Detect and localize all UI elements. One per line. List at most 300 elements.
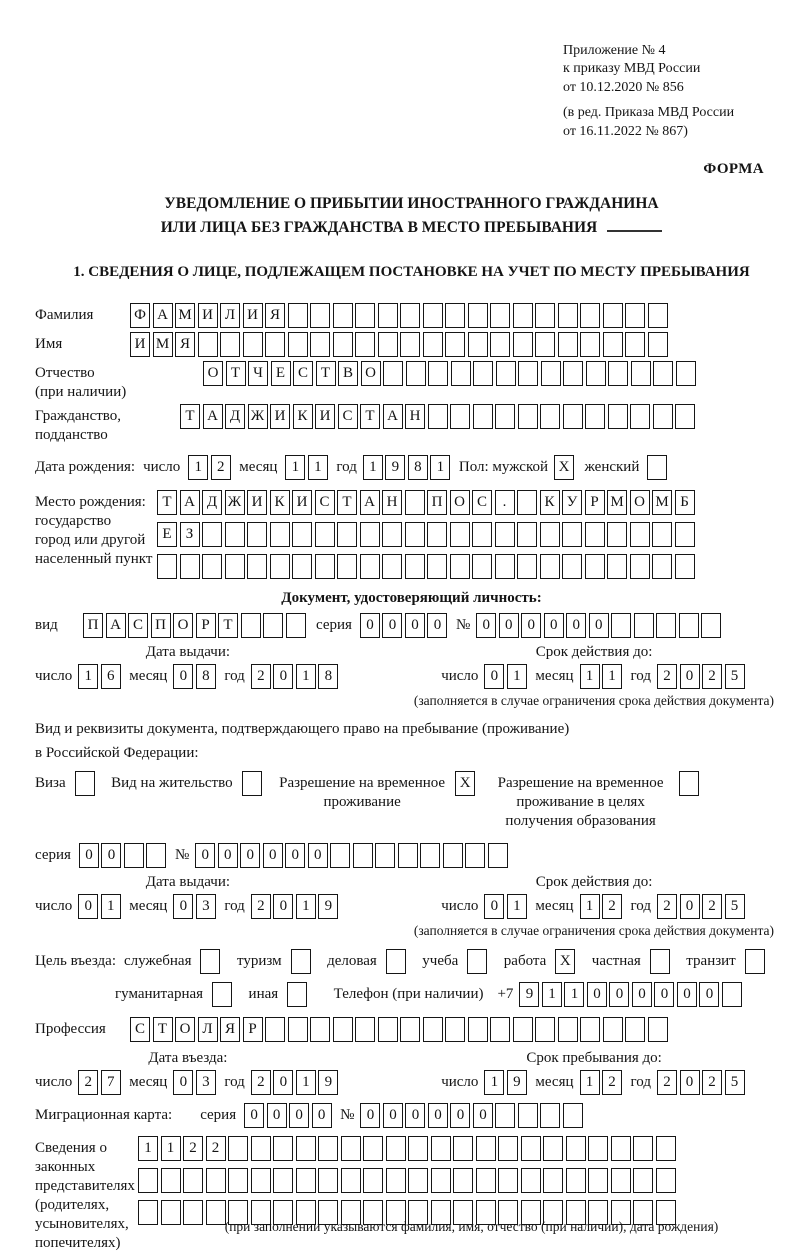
migration-seriya-cell[interactable]: 0 — [312, 1103, 332, 1128]
representatives-cell[interactable] — [521, 1168, 541, 1193]
iddoc-seriya-cell[interactable]: 0 — [360, 613, 380, 638]
representatives-cell[interactable] — [543, 1168, 563, 1193]
firstname-cell[interactable] — [400, 332, 420, 357]
birthplace-cell[interactable] — [427, 554, 447, 579]
surname-cell[interactable]: Я — [265, 303, 285, 328]
representatives-cell[interactable] — [633, 1136, 653, 1161]
gender-female-checkbox[interactable] — [647, 455, 667, 480]
iddoc-number-cell[interactable] — [701, 613, 721, 638]
stay-until-year-cell[interactable]: 2 — [657, 1070, 677, 1095]
representatives-cell[interactable] — [296, 1168, 316, 1193]
profession-cell[interactable]: Т — [153, 1017, 173, 1042]
stay-until-year-cell[interactable]: 5 — [725, 1070, 745, 1095]
iddoc-number-cell[interactable] — [634, 613, 654, 638]
firstname-cell[interactable] — [490, 332, 510, 357]
stay-doc-number-cell[interactable]: 0 — [308, 843, 328, 868]
representatives-cell[interactable] — [498, 1136, 518, 1161]
representatives-cell[interactable] — [656, 1136, 676, 1161]
surname-cell[interactable]: А — [153, 303, 173, 328]
stay-doc-number-cell[interactable] — [488, 843, 508, 868]
surname-cell[interactable] — [333, 303, 353, 328]
representatives-cell[interactable] — [183, 1168, 203, 1193]
citizenship-cell[interactable] — [540, 404, 560, 429]
temp-residence-checkbox[interactable]: X — [455, 771, 475, 796]
surname-cell[interactable]: Ф — [130, 303, 150, 328]
entry-day-cell[interactable]: 7 — [101, 1070, 121, 1095]
stay-doc-until-day-cell[interactable]: 0 — [484, 894, 504, 919]
patronymic-cell[interactable] — [473, 361, 493, 386]
profession-cell[interactable]: С — [130, 1017, 150, 1042]
birthplace-cell[interactable] — [427, 522, 447, 547]
patronymic-cell[interactable]: О — [203, 361, 223, 386]
birthplace-cell[interactable] — [202, 554, 222, 579]
surname-cell[interactable]: И — [243, 303, 263, 328]
firstname-cell[interactable] — [378, 332, 398, 357]
iddoc-until-year-cell[interactable]: 2 — [657, 664, 677, 689]
iddoc-number-cell[interactable]: 0 — [521, 613, 541, 638]
patronymic-cell[interactable] — [451, 361, 471, 386]
birthplace-cell[interactable]: Б — [675, 490, 695, 515]
citizenship-cell[interactable]: Т — [180, 404, 200, 429]
birthplace-cell[interactable]: О — [630, 490, 650, 515]
iddoc-number-cell[interactable] — [656, 613, 676, 638]
iddoc-type-cell[interactable] — [286, 613, 306, 638]
representatives-cell[interactable] — [408, 1136, 428, 1161]
stay-doc-number-cell[interactable] — [398, 843, 418, 868]
profession-cell[interactable] — [333, 1017, 353, 1042]
patronymic-cell[interactable] — [608, 361, 628, 386]
migration-seriya-cell[interactable]: 0 — [244, 1103, 264, 1128]
citizenship-cell[interactable]: С — [338, 404, 358, 429]
citizenship-cell[interactable] — [495, 404, 515, 429]
profession-cell[interactable] — [625, 1017, 645, 1042]
representatives-cell[interactable]: 1 — [138, 1136, 158, 1161]
iddoc-issue-year-cell[interactable]: 8 — [318, 664, 338, 689]
birthplace-cell[interactable]: М — [652, 490, 672, 515]
representatives-cell[interactable] — [498, 1168, 518, 1193]
citizenship-cell[interactable]: И — [270, 404, 290, 429]
iddoc-type-cell[interactable]: П — [151, 613, 171, 638]
profession-cell[interactable]: Л — [198, 1017, 218, 1042]
representatives-cell[interactable] — [206, 1200, 226, 1225]
entry-year-cell[interactable]: 2 — [251, 1070, 271, 1095]
purpose-humanitarian-checkbox[interactable] — [212, 982, 232, 1007]
profession-cell[interactable]: О — [175, 1017, 195, 1042]
birthplace-cell[interactable] — [630, 554, 650, 579]
citizenship-cell[interactable] — [585, 404, 605, 429]
birthplace-cell[interactable] — [225, 554, 245, 579]
citizenship-cell[interactable]: И — [315, 404, 335, 429]
stay-until-year-cell[interactable]: 2 — [702, 1070, 722, 1095]
iddoc-issue-day-cell[interactable]: 6 — [101, 664, 121, 689]
temp-residence-education-checkbox[interactable] — [679, 771, 699, 796]
birthplace-cell[interactable]: П — [427, 490, 447, 515]
birthplace-cell[interactable] — [337, 554, 357, 579]
migration-number-cell[interactable] — [495, 1103, 515, 1128]
profession-cell[interactable] — [423, 1017, 443, 1042]
iddoc-issue-month-cell[interactable]: 0 — [173, 664, 193, 689]
stay-doc-until-year-cell[interactable]: 0 — [680, 894, 700, 919]
representatives-cell[interactable]: 2 — [183, 1136, 203, 1161]
surname-cell[interactable] — [513, 303, 533, 328]
representatives-cell[interactable] — [588, 1136, 608, 1161]
patronymic-cell[interactable] — [518, 361, 538, 386]
iddoc-type-cell[interactable]: С — [128, 613, 148, 638]
stay-doc-number-cell[interactable] — [353, 843, 373, 868]
purpose-private-checkbox[interactable] — [650, 949, 670, 974]
citizenship-cell[interactable]: Т — [360, 404, 380, 429]
representatives-cell[interactable] — [251, 1136, 271, 1161]
representatives-cell[interactable] — [341, 1136, 361, 1161]
phone-digit-cell[interactable]: 0 — [654, 982, 674, 1007]
patronymic-cell[interactable]: Е — [271, 361, 291, 386]
firstname-cell[interactable] — [558, 332, 578, 357]
phone-digit-cell[interactable]: 0 — [587, 982, 607, 1007]
birth-day-cell[interactable]: 1 — [188, 455, 208, 480]
birthplace-cell[interactable] — [675, 522, 695, 547]
profession-cell[interactable] — [648, 1017, 668, 1042]
iddoc-number-cell[interactable] — [611, 613, 631, 638]
birthplace-cell[interactable]: С — [315, 490, 335, 515]
stay-until-year-cell[interactable]: 0 — [680, 1070, 700, 1095]
firstname-cell[interactable] — [310, 332, 330, 357]
patronymic-cell[interactable]: С — [293, 361, 313, 386]
birthplace-cell[interactable] — [337, 522, 357, 547]
patronymic-cell[interactable] — [586, 361, 606, 386]
iddoc-number-cell[interactable] — [679, 613, 699, 638]
migration-seriya-cell[interactable]: 0 — [267, 1103, 287, 1128]
purpose-other-checkbox[interactable] — [287, 982, 307, 1007]
representatives-cell[interactable] — [228, 1168, 248, 1193]
birthplace-cell[interactable] — [157, 554, 177, 579]
birthplace-cell[interactable] — [270, 554, 290, 579]
iddoc-type-cell[interactable]: Т — [218, 613, 238, 638]
profession-cell[interactable] — [355, 1017, 375, 1042]
firstname-cell[interactable] — [333, 332, 353, 357]
firstname-cell[interactable] — [513, 332, 533, 357]
surname-cell[interactable] — [445, 303, 465, 328]
iddoc-type-cell[interactable]: А — [106, 613, 126, 638]
stay-doc-number-cell[interactable]: 0 — [240, 843, 260, 868]
birthplace-cell[interactable] — [607, 522, 627, 547]
representatives-cell[interactable]: 2 — [206, 1136, 226, 1161]
stay-doc-number-cell[interactable]: 0 — [263, 843, 283, 868]
representatives-cell[interactable] — [363, 1168, 383, 1193]
migration-number-cell[interactable]: 0 — [360, 1103, 380, 1128]
entry-year-cell[interactable]: 9 — [318, 1070, 338, 1095]
purpose-tourism-checkbox[interactable] — [291, 949, 311, 974]
surname-cell[interactable] — [468, 303, 488, 328]
representatives-cell[interactable] — [408, 1168, 428, 1193]
stay-doc-number-cell[interactable] — [330, 843, 350, 868]
migration-number-cell[interactable]: 0 — [405, 1103, 425, 1128]
firstname-cell[interactable] — [625, 332, 645, 357]
birthplace-cell[interactable] — [562, 554, 582, 579]
birthplace-cell[interactable] — [495, 554, 515, 579]
representatives-cell[interactable] — [476, 1168, 496, 1193]
birthplace-cell[interactable]: Т — [337, 490, 357, 515]
birthplace-cell[interactable] — [450, 522, 470, 547]
representatives-cell[interactable]: 1 — [161, 1136, 181, 1161]
stay-doc-number-cell[interactable] — [420, 843, 440, 868]
representatives-cell[interactable] — [633, 1168, 653, 1193]
birthplace-cell[interactable] — [247, 554, 267, 579]
stay-doc-seriya-cell[interactable]: 0 — [79, 843, 99, 868]
migration-number-cell[interactable]: 0 — [428, 1103, 448, 1128]
stay-doc-number-cell[interactable]: 0 — [285, 843, 305, 868]
birth-day-cell[interactable]: 2 — [211, 455, 231, 480]
stay-doc-until-day-cell[interactable]: 1 — [507, 894, 527, 919]
birthplace-cell[interactable]: А — [180, 490, 200, 515]
representatives-cell[interactable] — [386, 1168, 406, 1193]
entry-year-cell[interactable]: 1 — [296, 1070, 316, 1095]
birthplace-cell[interactable] — [517, 554, 537, 579]
birthplace-cell[interactable]: О — [450, 490, 470, 515]
stay-doc-issue-year-cell[interactable]: 1 — [296, 894, 316, 919]
iddoc-type-cell[interactable] — [263, 613, 283, 638]
representatives-cell[interactable] — [431, 1136, 451, 1161]
profession-cell[interactable]: Я — [220, 1017, 240, 1042]
surname-cell[interactable]: Л — [220, 303, 240, 328]
birth-year-cell[interactable]: 1 — [363, 455, 383, 480]
surname-cell[interactable] — [310, 303, 330, 328]
representatives-cell[interactable] — [588, 1168, 608, 1193]
representatives-cell[interactable] — [386, 1136, 406, 1161]
purpose-business-checkbox[interactable] — [386, 949, 406, 974]
firstname-cell[interactable] — [198, 332, 218, 357]
surname-cell[interactable] — [558, 303, 578, 328]
profession-cell[interactable] — [310, 1017, 330, 1042]
representatives-cell[interactable] — [296, 1136, 316, 1161]
birthplace-cell[interactable] — [630, 522, 650, 547]
firstname-cell[interactable] — [355, 332, 375, 357]
iddoc-until-month-cell[interactable]: 1 — [602, 664, 622, 689]
birthplace-cell[interactable] — [225, 522, 245, 547]
residence-permit-checkbox[interactable] — [242, 771, 262, 796]
birthplace-cell[interactable] — [652, 554, 672, 579]
birthplace-cell[interactable]: Д — [202, 490, 222, 515]
stay-doc-number-cell[interactable] — [375, 843, 395, 868]
phone-digit-cell[interactable]: 0 — [677, 982, 697, 1007]
stay-doc-issue-year-cell[interactable]: 2 — [251, 894, 271, 919]
citizenship-cell[interactable] — [563, 404, 583, 429]
representatives-cell[interactable] — [543, 1136, 563, 1161]
stay-doc-issue-month-cell[interactable]: 0 — [173, 894, 193, 919]
birthplace-cell[interactable] — [562, 522, 582, 547]
firstname-cell[interactable] — [603, 332, 623, 357]
iddoc-until-day-cell[interactable]: 1 — [507, 664, 527, 689]
birthplace-cell[interactable]: Н — [382, 490, 402, 515]
iddoc-type-cell[interactable]: П — [83, 613, 103, 638]
representatives-cell[interactable] — [273, 1168, 293, 1193]
birth-year-cell[interactable]: 1 — [430, 455, 450, 480]
stay-doc-issue-month-cell[interactable]: 3 — [196, 894, 216, 919]
citizenship-cell[interactable] — [473, 404, 493, 429]
representatives-cell[interactable] — [183, 1200, 203, 1225]
birthplace-cell[interactable]: М — [607, 490, 627, 515]
entry-month-cell[interactable]: 0 — [173, 1070, 193, 1095]
iddoc-until-day-cell[interactable]: 0 — [484, 664, 504, 689]
iddoc-number-cell[interactable]: 0 — [476, 613, 496, 638]
citizenship-cell[interactable]: Н — [405, 404, 425, 429]
birthplace-cell[interactable] — [472, 522, 492, 547]
visa-checkbox[interactable] — [75, 771, 95, 796]
representatives-cell[interactable] — [161, 1168, 181, 1193]
iddoc-issue-year-cell[interactable]: 1 — [296, 664, 316, 689]
profession-cell[interactable]: Р — [243, 1017, 263, 1042]
representatives-cell[interactable] — [228, 1136, 248, 1161]
representatives-cell[interactable] — [206, 1168, 226, 1193]
surname-cell[interactable]: И — [198, 303, 218, 328]
representatives-cell[interactable] — [453, 1168, 473, 1193]
birthplace-cell[interactable] — [360, 554, 380, 579]
stay-doc-number-cell[interactable]: 0 — [195, 843, 215, 868]
patronymic-cell[interactable] — [383, 361, 403, 386]
birthplace-cell[interactable] — [202, 522, 222, 547]
patronymic-cell[interactable] — [496, 361, 516, 386]
iddoc-until-month-cell[interactable]: 1 — [580, 664, 600, 689]
birthplace-cell[interactable] — [540, 522, 560, 547]
iddoc-seriya-cell[interactable]: 0 — [382, 613, 402, 638]
iddoc-seriya-cell[interactable]: 0 — [427, 613, 447, 638]
patronymic-cell[interactable]: Ч — [248, 361, 268, 386]
firstname-cell[interactable]: Я — [175, 332, 195, 357]
iddoc-number-cell[interactable]: 0 — [566, 613, 586, 638]
surname-cell[interactable] — [490, 303, 510, 328]
citizenship-cell[interactable] — [675, 404, 695, 429]
patronymic-cell[interactable] — [676, 361, 696, 386]
firstname-cell[interactable] — [648, 332, 668, 357]
citizenship-cell[interactable]: А — [383, 404, 403, 429]
firstname-cell[interactable]: И — [130, 332, 150, 357]
birthplace-cell[interactable] — [405, 554, 425, 579]
iddoc-type-cell[interactable] — [241, 613, 261, 638]
representatives-cell[interactable] — [138, 1200, 158, 1225]
profession-cell[interactable] — [535, 1017, 555, 1042]
patronymic-cell[interactable] — [653, 361, 673, 386]
profession-cell[interactable] — [445, 1017, 465, 1042]
birthplace-cell[interactable] — [315, 554, 335, 579]
firstname-cell[interactable] — [445, 332, 465, 357]
representatives-cell[interactable] — [161, 1200, 181, 1225]
representatives-cell[interactable] — [363, 1136, 383, 1161]
birthplace-cell[interactable] — [495, 522, 515, 547]
birthplace-cell[interactable]: К — [540, 490, 560, 515]
stay-doc-until-year-cell[interactable]: 2 — [702, 894, 722, 919]
birthplace-cell[interactable] — [382, 522, 402, 547]
stay-until-month-cell[interactable]: 2 — [602, 1070, 622, 1095]
birthplace-cell[interactable]: Т — [157, 490, 177, 515]
stay-doc-until-month-cell[interactable]: 1 — [580, 894, 600, 919]
patronymic-cell[interactable] — [541, 361, 561, 386]
representatives-cell[interactable] — [566, 1168, 586, 1193]
birth-month-cell[interactable]: 1 — [308, 455, 328, 480]
migration-number-cell[interactable] — [563, 1103, 583, 1128]
entry-month-cell[interactable]: 3 — [196, 1070, 216, 1095]
iddoc-type-cell[interactable]: Р — [196, 613, 216, 638]
surname-cell[interactable]: М — [175, 303, 195, 328]
iddoc-until-year-cell[interactable]: 0 — [680, 664, 700, 689]
phone-digit-cell[interactable]: 0 — [632, 982, 652, 1007]
migration-number-cell[interactable]: 0 — [473, 1103, 493, 1128]
citizenship-cell[interactable] — [653, 404, 673, 429]
birth-month-cell[interactable]: 1 — [285, 455, 305, 480]
iddoc-until-year-cell[interactable]: 2 — [702, 664, 722, 689]
migration-number-cell[interactable]: 0 — [383, 1103, 403, 1128]
profession-cell[interactable] — [288, 1017, 308, 1042]
birthplace-cell[interactable] — [517, 522, 537, 547]
birthplace-cell[interactable] — [247, 522, 267, 547]
citizenship-cell[interactable] — [428, 404, 448, 429]
birthplace-cell[interactable] — [517, 490, 537, 515]
representatives-cell[interactable] — [318, 1136, 338, 1161]
birthplace-cell[interactable] — [292, 522, 312, 547]
migration-number-cell[interactable] — [540, 1103, 560, 1128]
iddoc-issue-year-cell[interactable]: 0 — [273, 664, 293, 689]
iddoc-number-cell[interactable]: 0 — [499, 613, 519, 638]
patronymic-cell[interactable] — [428, 361, 448, 386]
representatives-cell[interactable] — [273, 1136, 293, 1161]
purpose-study-checkbox[interactable] — [467, 949, 487, 974]
birthplace-cell[interactable] — [652, 522, 672, 547]
surname-cell[interactable] — [378, 303, 398, 328]
patronymic-cell[interactable] — [631, 361, 651, 386]
birthplace-cell[interactable] — [360, 522, 380, 547]
surname-cell[interactable] — [648, 303, 668, 328]
entry-year-cell[interactable]: 0 — [273, 1070, 293, 1095]
phone-digit-cell[interactable]: 9 — [519, 982, 539, 1007]
surname-cell[interactable] — [535, 303, 555, 328]
birthplace-cell[interactable]: Р — [585, 490, 605, 515]
stay-doc-issue-day-cell[interactable]: 0 — [78, 894, 98, 919]
surname-cell[interactable] — [625, 303, 645, 328]
birthplace-cell[interactable] — [270, 522, 290, 547]
birthplace-cell[interactable] — [540, 554, 560, 579]
birthplace-cell[interactable]: К — [270, 490, 290, 515]
surname-cell[interactable] — [603, 303, 623, 328]
stay-until-day-cell[interactable]: 1 — [484, 1070, 504, 1095]
firstname-cell[interactable] — [423, 332, 443, 357]
citizenship-cell[interactable] — [630, 404, 650, 429]
representatives-cell[interactable] — [431, 1168, 451, 1193]
iddoc-issue-day-cell[interactable]: 1 — [78, 664, 98, 689]
birthplace-cell[interactable] — [585, 554, 605, 579]
profession-cell[interactable] — [603, 1017, 623, 1042]
citizenship-cell[interactable] — [518, 404, 538, 429]
representatives-cell[interactable] — [566, 1136, 586, 1161]
birthplace-cell[interactable] — [180, 554, 200, 579]
birthplace-cell[interactable] — [675, 554, 695, 579]
patronymic-cell[interactable]: В — [338, 361, 358, 386]
firstname-cell[interactable] — [468, 332, 488, 357]
phone-digit-cell[interactable]: 0 — [699, 982, 719, 1007]
birth-year-cell[interactable]: 8 — [408, 455, 428, 480]
firstname-cell[interactable] — [535, 332, 555, 357]
birthplace-cell[interactable]: Ж — [225, 490, 245, 515]
stay-doc-seriya-cell[interactable] — [146, 843, 166, 868]
profession-cell[interactable] — [580, 1017, 600, 1042]
representatives-cell[interactable] — [611, 1136, 631, 1161]
birthplace-cell[interactable] — [450, 554, 470, 579]
representatives-cell[interactable] — [138, 1168, 158, 1193]
representatives-cell[interactable] — [611, 1168, 631, 1193]
birthplace-cell[interactable] — [585, 522, 605, 547]
birthplace-cell[interactable] — [472, 554, 492, 579]
iddoc-number-cell[interactable]: 0 — [589, 613, 609, 638]
firstname-cell[interactable] — [288, 332, 308, 357]
citizenship-cell[interactable]: Ж — [248, 404, 268, 429]
stay-until-month-cell[interactable]: 1 — [580, 1070, 600, 1095]
